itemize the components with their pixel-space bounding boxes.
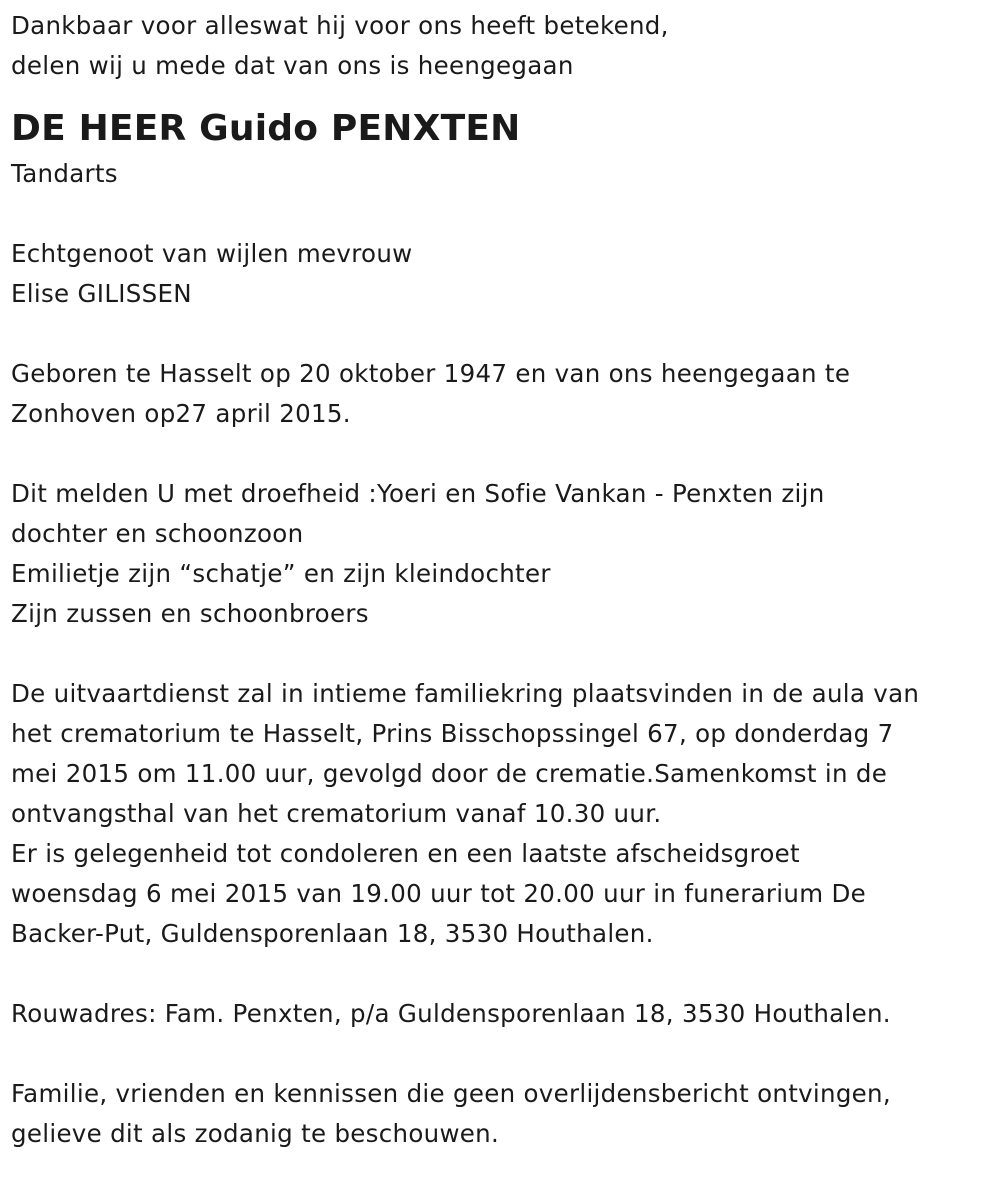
family-line: Dit melden U met droefheid :Yoeri en Sofie Vankan - Penxten zijn <box>11 479 825 508</box>
spacer <box>11 434 986 474</box>
address-line: Rouwadres: Fam. Penxten, p/a Guldensporenlaan 18, 3530 Houthalen. <box>11 999 891 1028</box>
funeral-line: Er is gelegenheid tot condoleren en een laatste afscheidsgroet <box>11 839 800 868</box>
closing-line: Familie, vrienden en kennissen die geen overlijdensbericht ontvingen, <box>11 1079 891 1108</box>
profession: Tandarts <box>11 159 118 188</box>
spacer <box>11 954 986 994</box>
intro-line: delen wij u mede dat van ons is heengegaan <box>11 51 574 80</box>
family-section <box>11 474 986 634</box>
closing-section <box>11 1074 986 1154</box>
funeral-line: ontvangsthal van het crematorium vanaf 10.30 uur. <box>11 799 662 828</box>
spacer <box>11 634 986 674</box>
closing-line: gelieve dit als zodanig te beschouwen. <box>11 1119 500 1148</box>
spouse-line: Echtgenoot van wijlen mevrouw <box>11 239 413 268</box>
intro-line: Dankbaar voor alleswat hij voor ons heeft betekend, <box>11 11 669 40</box>
spouse-line: Elise GILISSEN <box>11 279 192 308</box>
birth-death-line: Geboren te Hasselt op 20 oktober 1947 en van ons heengegaan te <box>11 359 851 388</box>
spacer <box>11 1034 986 1074</box>
intro-section <box>11 6 986 86</box>
death-notice <box>11 6 986 1154</box>
spacer <box>11 194 986 234</box>
funeral-line: woensdag 6 mei 2015 van 19.00 uur tot 20.00 uur in funerarium De <box>11 879 867 908</box>
family-line: Emilietje zijn “schatje” en zijn kleindochter <box>11 559 551 588</box>
family-line: dochter en schoonzoon <box>11 519 304 548</box>
birth-death-section <box>11 354 986 434</box>
address-section <box>11 994 986 1034</box>
family-line: Zijn zussen en schoonbroers <box>11 599 369 628</box>
deceased-name: DE HEER Guido PENXTEN <box>11 108 521 149</box>
funeral-section <box>11 674 986 954</box>
funeral-line: mei 2015 om 11.00 uur, gevolgd door de crematie.Samenkomst in de <box>11 759 888 788</box>
spouse-section <box>11 234 986 314</box>
funeral-line: het crematorium te Hasselt, Prins Bisschopssingel 67, op donderdag 7 <box>11 719 894 748</box>
spacer <box>11 314 986 354</box>
birth-death-line: Zonhoven op27 april 2015. <box>11 399 351 428</box>
funeral-line: Backer-Put, Guldensporenlaan 18, 3530 Houthalen. <box>11 919 654 948</box>
funeral-line: De uitvaartdienst zal in intieme familiekring plaatsvinden in de aula van <box>11 679 920 708</box>
